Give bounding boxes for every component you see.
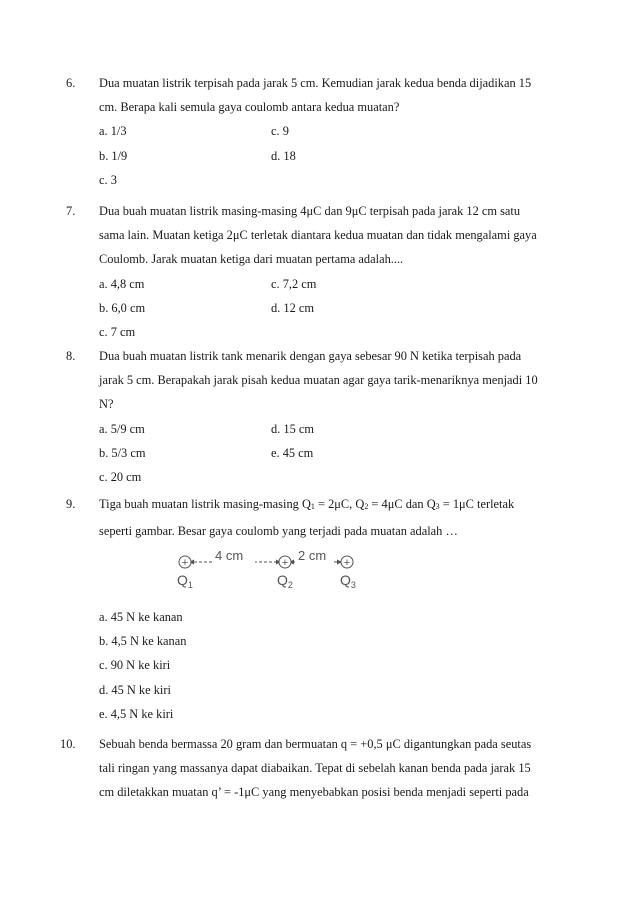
question-6 [66,71,566,192]
option-d: d. 45 N ke kiri [99,682,171,697]
question-number: 8. [66,349,76,363]
question-number: 10. [60,737,76,751]
options [99,272,566,345]
distance-label-2: 2 cm [298,548,327,563]
option-a: a. 5/9 cm [99,421,145,436]
charge-q1 [177,556,193,590]
option-c: c. 90 N ke kiri [99,658,171,673]
question-8 [66,344,566,489]
option-e: c. 20 cm [99,469,142,484]
charges-diagram [165,545,375,590]
options [99,605,566,726]
option-c: c. 7,2 cm [271,276,317,291]
question-number: 7. [66,204,76,218]
charge-q2 [277,556,293,590]
option-b: b. 6,0 cm [99,300,146,315]
charges-diagram-svg [165,545,375,590]
option-d: e. 45 cm [271,445,314,460]
charge-label: $Q_2$ [277,572,293,590]
option-d: d. 12 cm [271,300,315,315]
question-7 [66,199,566,344]
charge-sign: + [343,557,351,569]
option-a: a. 45 N ke kanan [99,610,183,624]
question-text: Tiga buah muatan listrik masing-masing $Q_1 = 2\mu C$, $Q_2 = 4\mu C$ dan $Q_3 = 1\mu C$ terletak seperti gambar. Besar gaya coulomb yang terjadi pada muatan adalah … [99,497,515,539]
question-number: 9. [66,497,76,511]
option-a: a. 4,8 cm [99,276,145,291]
option-b: b. 1/9 [99,148,128,163]
option-e: e. 4,5 N ke kiri [99,706,174,721]
question-number: 6. [66,76,76,90]
option-a: a. 1/3 [99,124,127,139]
question-text: Dua muatan listrik terpisah pada jarak 5 cm. Kemudian jarak kedua benda dijadikan 15 cm. Berapa kali semula gaya coulomb antara kedua muatan? [99,76,532,115]
charge-sign: + [281,557,289,569]
charge-label: $Q_3$ [340,572,356,590]
distance-label-1: 4 cm [215,548,244,563]
option-d: d. 18 [271,148,296,163]
options [99,119,566,192]
question-9 [66,492,566,543]
option-e: c. 3 [99,172,117,187]
option-e: c. 7 cm [99,324,136,339]
question-10 [60,732,566,805]
charge-label: $Q_1$ [177,572,193,590]
question-text: Dua buah muatan listrik masing-masing 4μC dan 9μC terpisah pada jarak 12 cm satu sama lain. Muatan ketiga 2μC terletak diantara kedua muatan dan tidak mengalami gaya Coulomb. Jarak muatan ketiga dari muatan pertama adalah.... [99,204,537,267]
charge-sign: + [181,557,189,569]
option-c: c. 9 [271,124,289,139]
options [99,417,566,490]
question-9-options [66,605,566,726]
question-text: Dua buah muatan listrik tank menarik dengan gaya sebesar 90 N ketika terpisah pada jarak 5 cm. Berapakah jarak pisah kedua muatan agar gaya tarik-menariknya menjadi 10 N? [99,349,538,412]
option-b: b. 4,5 N ke kanan [99,634,187,649]
question-text: Sebuah benda bermassa 20 gram dan bermuatan q = +0,5 μC digantungkan pada seutas tali ringan yang massanya dapat diabaikan. Tepat di sebelah kanan benda pada jarak 15 cm diletakkan muatan q’ = -1μC yang menyebabkan posisi benda menjadi seperti pada [99,737,532,800]
charge-q3 [340,556,356,590]
option-b: b. 5/3 cm [99,445,146,460]
option-c: d. 15 cm [271,421,315,436]
